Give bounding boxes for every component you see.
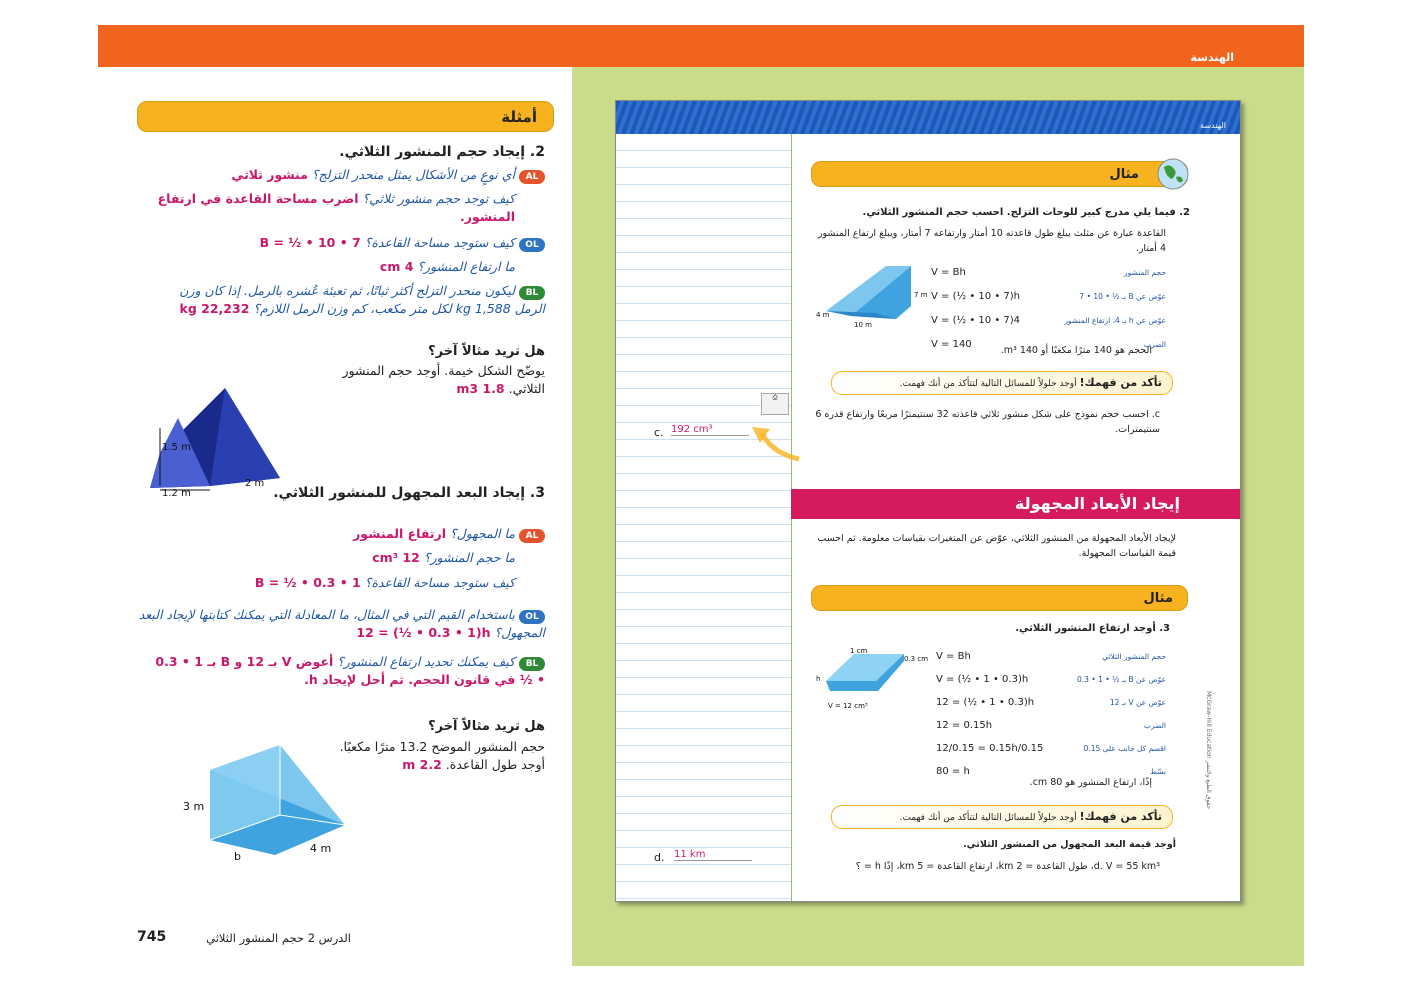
- al-badge-2: AL: [519, 529, 545, 543]
- book-ex3-notes: [1036, 645, 1166, 783]
- ex2-eq-3: V = (½ • 10 • 7)4: [931, 315, 1021, 326]
- book-ex2-heading: 2. فيما يلي مدرج كبير للوحات التزلج. احسب حجم المنشور الثلاثي.: [862, 207, 1190, 218]
- page-number: 745: [137, 929, 167, 945]
- c-label: c.: [654, 426, 664, 439]
- ex3-eq-5: 12/0.15 = 0.15h/0.15: [936, 743, 1044, 754]
- check-bar-2: [831, 805, 1173, 829]
- top-header-bar: [98, 25, 1304, 67]
- ex3-a3: B = ½ • 0.3 • 1: [254, 575, 361, 590]
- check-text-2: أوجد حلولاً للمسائل التالية لتتأكد من أنك فهمت.: [899, 813, 1077, 823]
- check-bar-1: [831, 371, 1173, 395]
- ex2-q2: كيف توجد حجم منشور ثلاثي؟: [362, 191, 515, 206]
- book-ex3-heading: 3. أوجد ارتفاع المنشور الثلاثي.: [1015, 623, 1170, 634]
- ol-badge: OL: [519, 238, 545, 252]
- small-prism-volume: V = 12 cm³: [828, 702, 868, 710]
- ex2-eq-2: V = (½ • 10 • 7)h: [931, 291, 1021, 302]
- small-prism-dim-a: 1 cm: [850, 647, 868, 655]
- ex2-bl-question: ليكون منحدر التزلج أكثر ثباتًا، ثم تعبئة عُشره بالرمل. إذا كان وزن الرمل 1,588 kg لكل متر مكعب، كم وزن الرمل اللازم؟: [179, 283, 545, 316]
- check-title-2: تأكد من فهمك!: [1079, 810, 1162, 823]
- book-example-bar-1: [811, 161, 1188, 187]
- ex3-bl-answer: أعوض V بـ 12 و B بـ 1 • 0.3 • ½ في قانون الحجم. ثم أحل لإيجاد h.: [155, 654, 545, 687]
- globe-icon: [1156, 157, 1190, 191]
- book-ex2-result: الحجم هو 140 مترًا مكعبًا أو 140 m³.: [1000, 345, 1152, 356]
- ex2-a2: اضرب مساحة القاعدة في ارتفاع المنشور.: [157, 191, 515, 224]
- ramp-dim-b: 4 m: [816, 311, 830, 319]
- ex3-more-text2: أوجد طول القاعدة.: [445, 757, 545, 772]
- book-example-label-2: مثال: [1143, 591, 1173, 606]
- tab-icon: ⎙: [761, 393, 789, 415]
- ex2-ol-question: كيف ستوجد مساحة القاعدة؟: [364, 235, 516, 250]
- small-prism-dim-h: h: [816, 675, 821, 683]
- notes-column: [616, 134, 792, 901]
- ex3-note-4: الضرب: [1143, 721, 1166, 730]
- ex2-al-question: أي نوعٍ من الأشكال يمثل منحدر التزلج؟: [311, 167, 516, 182]
- ex2-note-1: حجم المنشور: [1123, 268, 1166, 277]
- small-prism-image: [816, 646, 941, 716]
- ex3-heading: 3. إيجاد البعد المجهول للمنشور الثلاثي.: [273, 485, 545, 501]
- small-prism-dim-b: 0.3 cm: [904, 655, 929, 663]
- d-answer: 11 km: [674, 849, 752, 861]
- ex3-more-answer: 2.2 m: [402, 757, 442, 772]
- book-header-stripe: [616, 101, 1240, 134]
- ex3-q2: ما حجم المنشور؟: [423, 550, 515, 565]
- ex3-al-answer: ارتفاع المنشور: [353, 526, 447, 541]
- c-answer: 192 cm³: [671, 424, 749, 436]
- ex3-q3: كيف ستوجد مساحة القاعدة؟: [364, 575, 515, 590]
- ex3-q3-row: [155, 574, 515, 592]
- ex2-eq-1: V = Bh: [931, 267, 966, 278]
- examples-title: أمثلة: [501, 108, 537, 126]
- section-title-bar: [791, 489, 1240, 519]
- al-badge: AL: [519, 170, 545, 184]
- book-example-bar-2: [811, 585, 1188, 611]
- subject-title: الهندسة: [1190, 51, 1234, 64]
- check-text-1: أوجد حلولاً للمسائل التالية لتتأكد من أنك فهمت.: [899, 379, 1077, 389]
- section-title: إيجاد الأبعاد المجهولة: [1014, 494, 1180, 513]
- ramp-dim-a: 7 m: [914, 291, 928, 299]
- prism-height-label: 3 m: [183, 800, 205, 813]
- ex3-eq-4: 12 = 0.15h: [936, 720, 993, 731]
- ex2-more-heading: هل تريد مثالاً آخر؟: [428, 344, 545, 359]
- ex2-more-answer: 1.8 m3: [456, 381, 505, 396]
- d-label: d.: [654, 851, 665, 864]
- ex2-bl-row: [155, 282, 545, 318]
- ex3-a2: 12 cm³: [372, 550, 420, 565]
- check-line-2: [900, 810, 1162, 823]
- ramp-image: [816, 261, 926, 331]
- ex3-al-row: [155, 525, 545, 543]
- ex2-q4-row: [155, 258, 515, 276]
- ex3-note-6: بسّط: [1150, 767, 1166, 776]
- ex2-q4: ما ارتفاع المنشور؟: [417, 259, 515, 274]
- ex3-al-question: ما المجهول؟: [450, 526, 516, 541]
- tent-height-label: 1.5 m: [162, 442, 191, 453]
- prism-length-label: 4 m: [310, 842, 332, 855]
- ex2-more-row: [305, 362, 545, 398]
- ex3-eq-2: V = (½ • 1 • 0.3)h: [936, 674, 1029, 685]
- prism-base-label: b: [234, 850, 241, 863]
- lesson-footer: الدرس 2 حجم المنشور الثلاثي: [206, 931, 351, 945]
- book-header-label: الهندسة: [1200, 121, 1226, 130]
- arrow-icon: [744, 419, 804, 464]
- ex2-note-3: عوّض عن h بـ 4، ارتفاع المنشور: [1064, 316, 1166, 325]
- check-title-1: تأكد من فهمك!: [1079, 376, 1162, 389]
- ex3-ol-answer: 12 = (½ • 0.3 • 1)h: [356, 625, 491, 640]
- ex2-a4: 4 cm: [379, 259, 414, 274]
- ex3-eq-1: V = Bh: [936, 651, 971, 662]
- ex3-ol-row: [135, 606, 545, 642]
- bl-badge-2: BL: [519, 657, 545, 671]
- ex3-note-3: عوّض عن V بـ 12: [1109, 698, 1166, 707]
- book-ex3-equations: [936, 645, 1043, 783]
- bl-badge: BL: [519, 286, 545, 300]
- book-c-question: c. احسب حجم نموذج على شكل منشور ثلاثي قاعدته 32 سنتيمترًا مربعًا وارتفاع قدره 6 سنتيمترات.: [815, 409, 1160, 435]
- tent-width-label: 1.2 m: [162, 488, 191, 499]
- ex3-bl-question: كيف يمكنك تحديد ارتفاع المنشور؟: [337, 654, 516, 669]
- book-ex3-result: إذًا، ارتفاع المنشور هو 80 cm.: [1029, 777, 1152, 788]
- ex2-more-text: يوضّح الشكل خيمة. أوجد حجم المنشور الثلاثي.: [342, 363, 545, 396]
- ex3-note-5: اقسم كل جانب على 0.15: [1083, 744, 1166, 753]
- ex3-eq-6: 80 = h: [936, 766, 970, 777]
- ex3-q2-row: [155, 549, 515, 567]
- book-d-heading: أوجد قيمة البعد المجهول من المنشور الثلاثي.: [963, 839, 1176, 850]
- ex2-al-row: [155, 166, 545, 184]
- book-d-question: d. V = 55 km³، طول القاعدة = 2 km، ارتفاع القاعدة = 5 km، إذًا h = ؟: [855, 861, 1160, 872]
- tent-image: [140, 378, 290, 500]
- copyright-side-text: McGraw-Hill Education حقوق الطبع والنشر: [1205, 691, 1212, 810]
- prism-image: [180, 740, 350, 865]
- ramp-dim-c: 10 m: [854, 321, 872, 329]
- ex2-note-4: الضرب: [1143, 340, 1166, 349]
- examples-bar: [137, 101, 554, 132]
- tent-length-label: 2 m: [245, 478, 265, 489]
- ex3-more-heading: هل تريد مثالاً آخر؟: [428, 719, 545, 734]
- ex2-ol-row: [155, 234, 545, 252]
- student-book-page: [615, 100, 1241, 902]
- check-line-1: [900, 376, 1162, 389]
- ex3-note-1: حجم المنشور الثلاثي: [1102, 652, 1166, 661]
- ex2-ol-answer: B = ½ • 10 • 7: [259, 235, 361, 250]
- ex2-note-2: عوّض عن B بـ ½ • 10 • 7: [1079, 292, 1166, 301]
- ex2-heading: 2. إيجاد حجم المنشور الثلاثي.: [339, 144, 545, 160]
- ol-badge-2: OL: [519, 610, 545, 624]
- ex3-note-2: عوّض عن B بـ ½ • 1 • 0.3: [1077, 675, 1166, 684]
- ex3-bl-row: [145, 653, 545, 689]
- ex3-eq-3: 12 = (½ • 1 • 0.3)h: [936, 697, 1035, 708]
- ex2-eq-4: V = 140: [931, 339, 972, 350]
- book-example-label-1: مثال: [1109, 167, 1139, 182]
- ex2-q2-row: [155, 190, 515, 226]
- section-text: لإيجاد الأبعاد المجهولة من المنشور الثلاثي، عوّض عن المتغيرات بقياسات معلومة. ثم احسب قيمة القياسات المجهولة.: [817, 533, 1176, 559]
- ex3-ol-question: باستخدام القيم التي في المثال، ما المعادلة التي يمكنك كتابتها لإيجاد البعد المجهول؟: [138, 607, 545, 640]
- ex2-bl-answer: 22,232 kg: [179, 301, 250, 316]
- ex3-more-text1: حجم المنشور الموضح 13.2 مترًا مكعبًا.: [339, 739, 545, 754]
- ex2-al-answer: منشور ثلاثي: [231, 167, 308, 182]
- book-ex2-desc: القاعدة عبارة عن مثلث يبلغ طول قاعدته 10 أمتار وارتفاعه 7 أمتار، ويبلغ ارتفاع المنشور 4 أمتار.: [817, 228, 1166, 254]
